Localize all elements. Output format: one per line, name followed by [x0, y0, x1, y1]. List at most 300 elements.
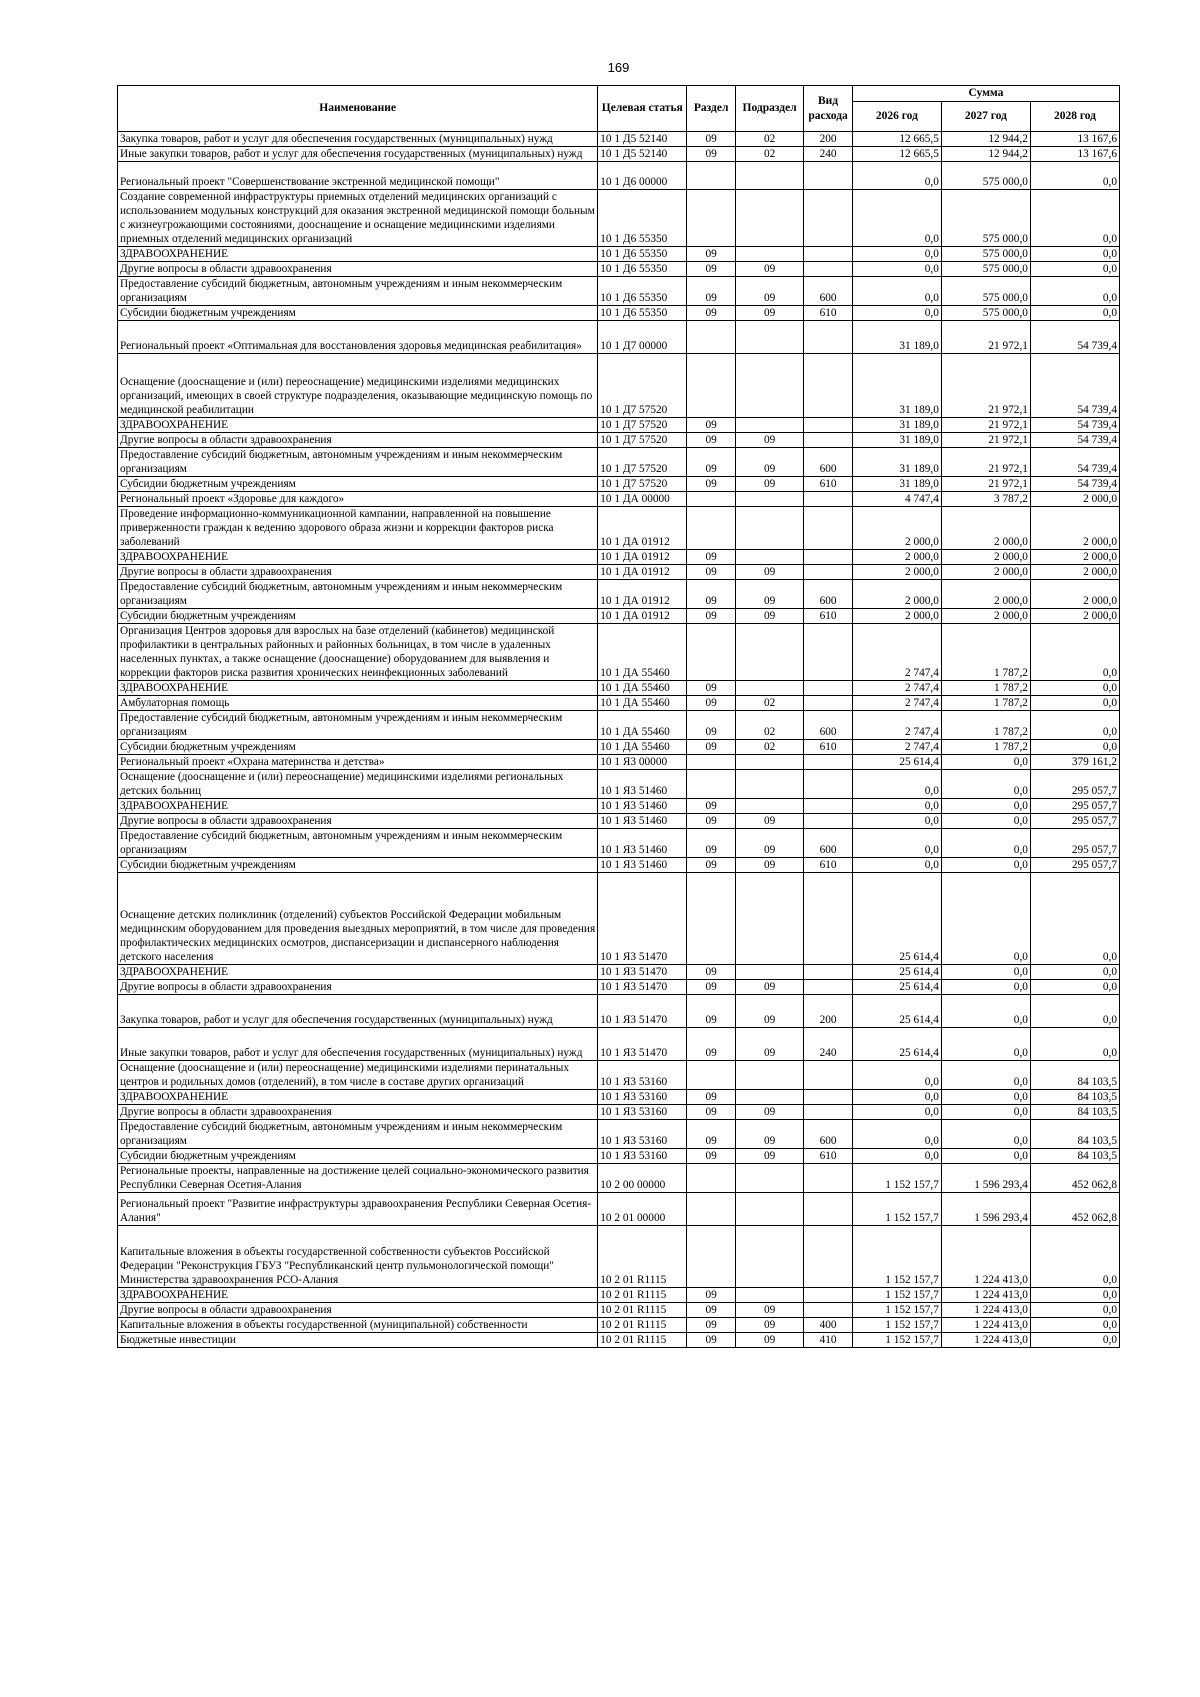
- row-name: Другие вопросы в области здравоохранения: [118, 433, 598, 448]
- row-amount-2026: 2 747,4: [852, 711, 941, 740]
- row-subsection: 09: [735, 1028, 803, 1061]
- row-amount-2028: 0,0: [1030, 873, 1119, 965]
- row-amount-2028: 13 167,6: [1030, 147, 1119, 162]
- row-amount-2027: 3 787,2: [941, 492, 1030, 507]
- row-expense-type: [804, 1303, 853, 1318]
- row-expense-type: 610: [804, 477, 853, 492]
- row-amount-2028: 0,0: [1030, 1333, 1119, 1348]
- row-target-article: 10 1 ДА 55460: [598, 740, 687, 755]
- row-amount-2028: 0,0: [1030, 740, 1119, 755]
- row-amount-2027: 575 000,0: [941, 262, 1030, 277]
- row-subsection: [735, 1164, 803, 1193]
- row-subsection: 09: [735, 477, 803, 492]
- table-row: [118, 418, 1120, 433]
- row-name: Субсидии бюджетным учреждениям: [118, 740, 598, 755]
- row-amount-2028: 13 167,6: [1030, 132, 1119, 147]
- row-amount-2027: 1 787,2: [941, 711, 1030, 740]
- row-expense-type: [804, 814, 853, 829]
- row-target-article: 10 1 Я3 51470: [598, 1028, 687, 1061]
- table-row: [118, 696, 1120, 711]
- row-expense-type: [804, 1193, 853, 1226]
- row-amount-2027: 0,0: [941, 1105, 1030, 1120]
- row-amount-2028: 0,0: [1030, 1226, 1119, 1288]
- row-amount-2027: 0,0: [941, 814, 1030, 829]
- row-section: 09: [687, 1120, 736, 1149]
- row-amount-2027: 0,0: [941, 755, 1030, 770]
- row-section: 09: [687, 1090, 736, 1105]
- row-expense-type: 610: [804, 1149, 853, 1164]
- row-expense-type: 400: [804, 1318, 853, 1333]
- row-section: 09: [687, 306, 736, 321]
- row-expense-type: [804, 1288, 853, 1303]
- table-row: [118, 1193, 1120, 1226]
- row-subsection: [735, 799, 803, 814]
- row-section: [687, 873, 736, 965]
- row-amount-2028: 295 057,7: [1030, 814, 1119, 829]
- row-amount-2027: 1 787,2: [941, 624, 1030, 681]
- table-row: [118, 354, 1120, 418]
- row-amount-2028: 2 000,0: [1030, 565, 1119, 580]
- row-expense-type: [804, 550, 853, 565]
- row-expense-type: 410: [804, 1333, 853, 1348]
- row-amount-2028: 54 739,4: [1030, 418, 1119, 433]
- row-amount-2027: 2 000,0: [941, 609, 1030, 624]
- row-subsection: 09: [735, 995, 803, 1028]
- table-row: [118, 247, 1120, 262]
- row-subsection: 09: [735, 1149, 803, 1164]
- row-target-article: 10 1 Я3 51470: [598, 980, 687, 995]
- row-amount-2027: 21 972,1: [941, 354, 1030, 418]
- row-amount-2027: 2 000,0: [941, 550, 1030, 565]
- row-name: Капитальные вложения в объекты государственной собственности субъектов Российской Федерации "Реконструкция ГБУЗ "Республиканский центр пульмонологической помощи" Министерства здравоохранения РСО-Алания: [118, 1226, 598, 1288]
- row-expense-type: [804, 1164, 853, 1193]
- row-name: Другие вопросы в области здравоохранения: [118, 1303, 598, 1318]
- row-name: ЗДРАВООХРАНЕНИЕ: [118, 965, 598, 980]
- row-name: Закупка товаров, работ и услуг для обеспечения государственных (муниципальных) нужд: [118, 995, 598, 1028]
- row-amount-2026: 31 189,0: [852, 433, 941, 448]
- row-name: Другие вопросы в области здравоохранения: [118, 1105, 598, 1120]
- row-expense-type: 600: [804, 580, 853, 609]
- row-amount-2026: 12 665,5: [852, 132, 941, 147]
- row-amount-2028: 0,0: [1030, 995, 1119, 1028]
- row-section: 09: [687, 448, 736, 477]
- row-target-article: 10 1 Д6 55350: [598, 262, 687, 277]
- row-amount-2026: 2 000,0: [852, 580, 941, 609]
- table-row: [118, 814, 1120, 829]
- row-target-article: 10 1 Д7 57520: [598, 418, 687, 433]
- row-section: 09: [687, 965, 736, 980]
- table-row: [118, 1318, 1120, 1333]
- row-name: Капитальные вложения в объекты государственной (муниципальной) собственности: [118, 1318, 598, 1333]
- row-target-article: 10 2 01 00000: [598, 1193, 687, 1226]
- row-expense-type: 600: [804, 829, 853, 858]
- row-expense-type: 610: [804, 609, 853, 624]
- row-target-article: 10 1 ДА 55460: [598, 711, 687, 740]
- row-amount-2028: 379 161,2: [1030, 755, 1119, 770]
- row-section: 09: [687, 418, 736, 433]
- row-subsection: [735, 418, 803, 433]
- row-subsection: [735, 1226, 803, 1288]
- table-row: [118, 873, 1120, 965]
- row-target-article: 10 1 Я3 51470: [598, 965, 687, 980]
- header-expense-type: Вид расхода: [804, 86, 853, 132]
- row-subsection: 09: [735, 1120, 803, 1149]
- row-amount-2028: 0,0: [1030, 965, 1119, 980]
- row-amount-2026: 0,0: [852, 162, 941, 190]
- row-amount-2026: 25 614,4: [852, 965, 941, 980]
- row-amount-2028: 84 103,5: [1030, 1120, 1119, 1149]
- row-amount-2028: 54 739,4: [1030, 354, 1119, 418]
- row-amount-2027: 0,0: [941, 965, 1030, 980]
- row-amount-2026: 31 189,0: [852, 354, 941, 418]
- row-amount-2027: 21 972,1: [941, 418, 1030, 433]
- table-row: [118, 565, 1120, 580]
- row-name: Иные закупки товаров, работ и услуг для обеспечения государственных (муниципальных) нужд: [118, 1028, 598, 1061]
- row-amount-2026: 0,0: [852, 858, 941, 873]
- row-expense-type: [804, 433, 853, 448]
- row-amount-2028: 54 739,4: [1030, 448, 1119, 477]
- row-amount-2028: 0,0: [1030, 696, 1119, 711]
- table-row: [118, 147, 1120, 162]
- table-row: [118, 306, 1120, 321]
- table-row: [118, 580, 1120, 609]
- row-name: Субсидии бюджетным учреждениям: [118, 609, 598, 624]
- row-expense-type: [804, 190, 853, 247]
- row-amount-2028: 2 000,0: [1030, 609, 1119, 624]
- row-name: Оснащение (дооснащение и (или) переоснащение) медицинскими изделиями региональных детских больниц: [118, 770, 598, 799]
- row-subsection: 09: [735, 1318, 803, 1333]
- row-section: [687, 492, 736, 507]
- row-amount-2028: 84 103,5: [1030, 1090, 1119, 1105]
- row-subsection: [735, 1090, 803, 1105]
- row-section: 09: [687, 580, 736, 609]
- row-amount-2026: 2 000,0: [852, 507, 941, 550]
- row-section: 09: [687, 1318, 736, 1333]
- row-name: Оснащение (дооснащение и (или) переоснащение) медицинскими изделиями перинатальных центров и родильных домов (отделений), в том числе в составе других организаций: [118, 1061, 598, 1090]
- row-amount-2027: 0,0: [941, 829, 1030, 858]
- row-section: 09: [687, 565, 736, 580]
- row-section: 09: [687, 262, 736, 277]
- row-subsection: 02: [735, 696, 803, 711]
- row-amount-2028: 84 103,5: [1030, 1105, 1119, 1120]
- table-row: [118, 995, 1120, 1028]
- row-amount-2027: 575 000,0: [941, 277, 1030, 306]
- row-name: Бюджетные инвестиции: [118, 1333, 598, 1348]
- row-amount-2027: 21 972,1: [941, 433, 1030, 448]
- row-expense-type: [804, 321, 853, 354]
- table-row: [118, 477, 1120, 492]
- row-target-article: 10 1 Я3 51460: [598, 829, 687, 858]
- table-row: [118, 507, 1120, 550]
- row-subsection: [735, 354, 803, 418]
- row-amount-2028: 0,0: [1030, 711, 1119, 740]
- row-amount-2026: 0,0: [852, 1120, 941, 1149]
- table-row: [118, 433, 1120, 448]
- row-target-article: 10 1 Д5 52140: [598, 132, 687, 147]
- row-section: 09: [687, 277, 736, 306]
- row-amount-2027: 1 787,2: [941, 740, 1030, 755]
- row-amount-2026: 2 000,0: [852, 565, 941, 580]
- row-section: [687, 507, 736, 550]
- row-amount-2026: 25 614,4: [852, 1028, 941, 1061]
- row-amount-2026: 2 747,4: [852, 681, 941, 696]
- row-subsection: 02: [735, 740, 803, 755]
- row-amount-2027: 12 944,2: [941, 132, 1030, 147]
- row-amount-2028: 0,0: [1030, 681, 1119, 696]
- row-name: ЗДРАВООХРАНЕНИЕ: [118, 1288, 598, 1303]
- row-subsection: [735, 162, 803, 190]
- row-amount-2027: 0,0: [941, 995, 1030, 1028]
- table-row: [118, 1061, 1120, 1090]
- row-expense-type: [804, 755, 853, 770]
- row-name: Субсидии бюджетным учреждениям: [118, 306, 598, 321]
- row-target-article: 10 1 Я3 53160: [598, 1090, 687, 1105]
- table-row: [118, 1090, 1120, 1105]
- row-subsection: [735, 681, 803, 696]
- header-subsection: Подраздел: [735, 86, 803, 132]
- table-row: [118, 190, 1120, 247]
- row-amount-2027: 0,0: [941, 1061, 1030, 1090]
- row-amount-2027: 0,0: [941, 858, 1030, 873]
- row-amount-2026: 2 000,0: [852, 550, 941, 565]
- row-name: Региональный проект «Здоровье для каждого»: [118, 492, 598, 507]
- row-section: 09: [687, 147, 736, 162]
- row-name: Субсидии бюджетным учреждениям: [118, 858, 598, 873]
- row-expense-type: 600: [804, 277, 853, 306]
- row-amount-2028: 2 000,0: [1030, 492, 1119, 507]
- row-amount-2026: 31 189,0: [852, 418, 941, 433]
- row-subsection: 09: [735, 262, 803, 277]
- row-expense-type: [804, 873, 853, 965]
- row-name: Предоставление субсидий бюджетным, автономным учреждениям и иным некоммерческим организациям: [118, 1120, 598, 1149]
- row-amount-2026: 1 152 157,7: [852, 1318, 941, 1333]
- row-amount-2028: 84 103,5: [1030, 1061, 1119, 1090]
- row-expense-type: [804, 624, 853, 681]
- row-amount-2026: 0,0: [852, 1105, 941, 1120]
- row-expense-type: [804, 565, 853, 580]
- row-name: Другие вопросы в области здравоохранения: [118, 814, 598, 829]
- row-name: Предоставление субсидий бюджетным, автономным учреждениям и иным некоммерческим организациям: [118, 711, 598, 740]
- row-name: Региональный проект «Охрана материнства и детства»: [118, 755, 598, 770]
- row-section: 09: [687, 550, 736, 565]
- row-target-article: 10 2 00 00000: [598, 1164, 687, 1193]
- row-amount-2028: 0,0: [1030, 980, 1119, 995]
- row-amount-2027: 2 000,0: [941, 580, 1030, 609]
- row-expense-type: 610: [804, 740, 853, 755]
- row-subsection: 09: [735, 448, 803, 477]
- row-amount-2026: 25 614,4: [852, 995, 941, 1028]
- row-subsection: 09: [735, 1333, 803, 1348]
- row-subsection: [735, 1288, 803, 1303]
- row-subsection: 09: [735, 433, 803, 448]
- row-amount-2028: 295 057,7: [1030, 829, 1119, 858]
- table-row: [118, 162, 1120, 190]
- row-amount-2027: 1 224 413,0: [941, 1318, 1030, 1333]
- row-section: [687, 162, 736, 190]
- row-name: ЗДРАВООХРАНЕНИЕ: [118, 1090, 598, 1105]
- row-target-article: 10 1 Д6 55350: [598, 247, 687, 262]
- row-subsection: 09: [735, 1105, 803, 1120]
- row-target-article: 10 1 ДА 01912: [598, 609, 687, 624]
- row-target-article: 10 1 Я3 53160: [598, 1149, 687, 1164]
- row-amount-2026: 1 152 157,7: [852, 1164, 941, 1193]
- row-name: ЗДРАВООХРАНЕНИЕ: [118, 247, 598, 262]
- row-section: 09: [687, 1333, 736, 1348]
- table-row: [118, 965, 1120, 980]
- header-target-article: Целевая статья: [598, 86, 687, 132]
- row-subsection: [735, 873, 803, 965]
- row-expense-type: [804, 507, 853, 550]
- row-amount-2027: 1 224 413,0: [941, 1288, 1030, 1303]
- table-row: [118, 262, 1120, 277]
- table-row: [118, 980, 1120, 995]
- row-expense-type: 600: [804, 711, 853, 740]
- row-amount-2026: 4 747,4: [852, 492, 941, 507]
- row-target-article: 10 1 ДА 01912: [598, 507, 687, 550]
- row-target-article: 10 1 Я3 51460: [598, 799, 687, 814]
- row-amount-2027: 21 972,1: [941, 477, 1030, 492]
- row-target-article: 10 1 ДА 01912: [598, 565, 687, 580]
- row-amount-2026: 31 189,0: [852, 448, 941, 477]
- row-amount-2027: 0,0: [941, 1149, 1030, 1164]
- row-expense-type: [804, 1105, 853, 1120]
- row-subsection: 09: [735, 609, 803, 624]
- row-amount-2026: 12 665,5: [852, 147, 941, 162]
- row-amount-2026: 0,0: [852, 799, 941, 814]
- row-target-article: 10 1 Я3 51460: [598, 770, 687, 799]
- row-name: Организация Центров здоровья для взрослых на базе отделений (кабинетов) медицинской профилактики в центральных районных и районных больницах, в том числе в удаленных населенных пунктах, а также оснащение (дооснащение) оборудованием для выявления и коррекции факторов риска развития хронических неинфекционных заболеваний: [118, 624, 598, 681]
- row-target-article: 10 1 Д6 55350: [598, 190, 687, 247]
- row-amount-2028: 0,0: [1030, 1288, 1119, 1303]
- row-amount-2027: 21 972,1: [941, 448, 1030, 477]
- budget-table: [117, 85, 1120, 1348]
- row-section: 09: [687, 132, 736, 147]
- row-subsection: 09: [735, 829, 803, 858]
- row-subsection: 09: [735, 277, 803, 306]
- row-expense-type: [804, 354, 853, 418]
- row-amount-2027: 2 000,0: [941, 507, 1030, 550]
- table-body: [118, 132, 1120, 1348]
- row-subsection: [735, 247, 803, 262]
- row-amount-2027: 1 596 293,4: [941, 1193, 1030, 1226]
- row-name: Региональный проект "Развитие инфраструктуры здравоохранения Республики Северная Осетия-Алания": [118, 1193, 598, 1226]
- row-subsection: 02: [735, 132, 803, 147]
- row-name: Амбулаторная помощь: [118, 696, 598, 711]
- table-row: [118, 492, 1120, 507]
- row-target-article: 10 2 01 R1115: [598, 1226, 687, 1288]
- row-expense-type: [804, 965, 853, 980]
- row-amount-2028: 54 739,4: [1030, 321, 1119, 354]
- row-amount-2028: 295 057,7: [1030, 770, 1119, 799]
- row-name: Другие вопросы в области здравоохранения: [118, 262, 598, 277]
- row-section: 09: [687, 711, 736, 740]
- row-section: 09: [687, 1028, 736, 1061]
- row-name: Предоставление субсидий бюджетным, автономным учреждениям и иным некоммерческим организациям: [118, 580, 598, 609]
- row-amount-2027: 0,0: [941, 770, 1030, 799]
- row-name: Предоставление субсидий бюджетным, автономным учреждениям и иным некоммерческим организациям: [118, 448, 598, 477]
- row-expense-type: 610: [804, 858, 853, 873]
- row-subsection: 02: [735, 711, 803, 740]
- row-amount-2027: 12 944,2: [941, 147, 1030, 162]
- table-row: [118, 858, 1120, 873]
- row-name: Субсидии бюджетным учреждениям: [118, 1149, 598, 1164]
- row-amount-2026: 0,0: [852, 190, 941, 247]
- row-name: ЗДРАВООХРАНЕНИЕ: [118, 418, 598, 433]
- table-row: [118, 1028, 1120, 1061]
- row-expense-type: 240: [804, 1028, 853, 1061]
- row-subsection: [735, 507, 803, 550]
- row-expense-type: [804, 418, 853, 433]
- row-section: 09: [687, 814, 736, 829]
- row-section: 09: [687, 609, 736, 624]
- row-amount-2028: 0,0: [1030, 190, 1119, 247]
- row-section: [687, 354, 736, 418]
- row-amount-2028: 54 739,4: [1030, 477, 1119, 492]
- row-target-article: 10 1 Д5 52140: [598, 147, 687, 162]
- row-section: 09: [687, 1105, 736, 1120]
- table-row: [118, 829, 1120, 858]
- row-target-article: 10 1 Я3 53160: [598, 1120, 687, 1149]
- row-expense-type: 200: [804, 132, 853, 147]
- row-amount-2026: 1 152 157,7: [852, 1193, 941, 1226]
- row-amount-2027: 0,0: [941, 1090, 1030, 1105]
- row-amount-2026: 0,0: [852, 1090, 941, 1105]
- row-target-article: 10 1 Д7 57520: [598, 433, 687, 448]
- row-name: Проведение информационно-коммуникационной кампании, направленной на повышение приверженности граждан к ведению здорового образа жизни и коррекции факторов риска заболеваний: [118, 507, 598, 550]
- page-number: 169: [607, 60, 630, 75]
- row-amount-2027: 1 224 413,0: [941, 1333, 1030, 1348]
- row-expense-type: 240: [804, 147, 853, 162]
- table-row: [118, 1120, 1120, 1149]
- row-amount-2027: 575 000,0: [941, 247, 1030, 262]
- row-amount-2027: 1 224 413,0: [941, 1226, 1030, 1288]
- table-row: [118, 1303, 1120, 1318]
- row-amount-2028: 84 103,5: [1030, 1149, 1119, 1164]
- row-target-article: 10 1 Я3 51470: [598, 995, 687, 1028]
- row-amount-2027: 1 787,2: [941, 696, 1030, 711]
- row-target-article: 10 1 Д7 00000: [598, 321, 687, 354]
- row-target-article: 10 1 Я3 00000: [598, 755, 687, 770]
- row-section: 09: [687, 1288, 736, 1303]
- table-row: [118, 770, 1120, 799]
- table-row: [118, 277, 1120, 306]
- row-expense-type: [804, 770, 853, 799]
- row-amount-2027: 1 596 293,4: [941, 1164, 1030, 1193]
- row-amount-2028: 452 062,8: [1030, 1193, 1119, 1226]
- row-amount-2028: 295 057,7: [1030, 799, 1119, 814]
- row-amount-2026: 0,0: [852, 262, 941, 277]
- row-target-article: 10 2 01 R1115: [598, 1333, 687, 1348]
- row-section: 09: [687, 433, 736, 448]
- row-subsection: [735, 770, 803, 799]
- row-name: Предоставление субсидий бюджетным, автономным учреждениям и иным некоммерческим организациям: [118, 829, 598, 858]
- row-amount-2027: 1 787,2: [941, 681, 1030, 696]
- table-row: [118, 711, 1120, 740]
- row-name: Региональный проект "Совершенствование экстренной медицинской помощи": [118, 162, 598, 190]
- row-section: 09: [687, 681, 736, 696]
- row-amount-2028: 0,0: [1030, 277, 1119, 306]
- row-target-article: 10 1 Д6 55350: [598, 306, 687, 321]
- row-amount-2026: 1 152 157,7: [852, 1333, 941, 1348]
- row-amount-2026: 25 614,4: [852, 873, 941, 965]
- row-amount-2028: 0,0: [1030, 247, 1119, 262]
- row-amount-2027: 0,0: [941, 980, 1030, 995]
- row-amount-2027: 2 000,0: [941, 565, 1030, 580]
- row-subsection: [735, 550, 803, 565]
- header-year-2027: 2027 год: [941, 102, 1030, 132]
- row-amount-2028: 2 000,0: [1030, 580, 1119, 609]
- row-section: [687, 770, 736, 799]
